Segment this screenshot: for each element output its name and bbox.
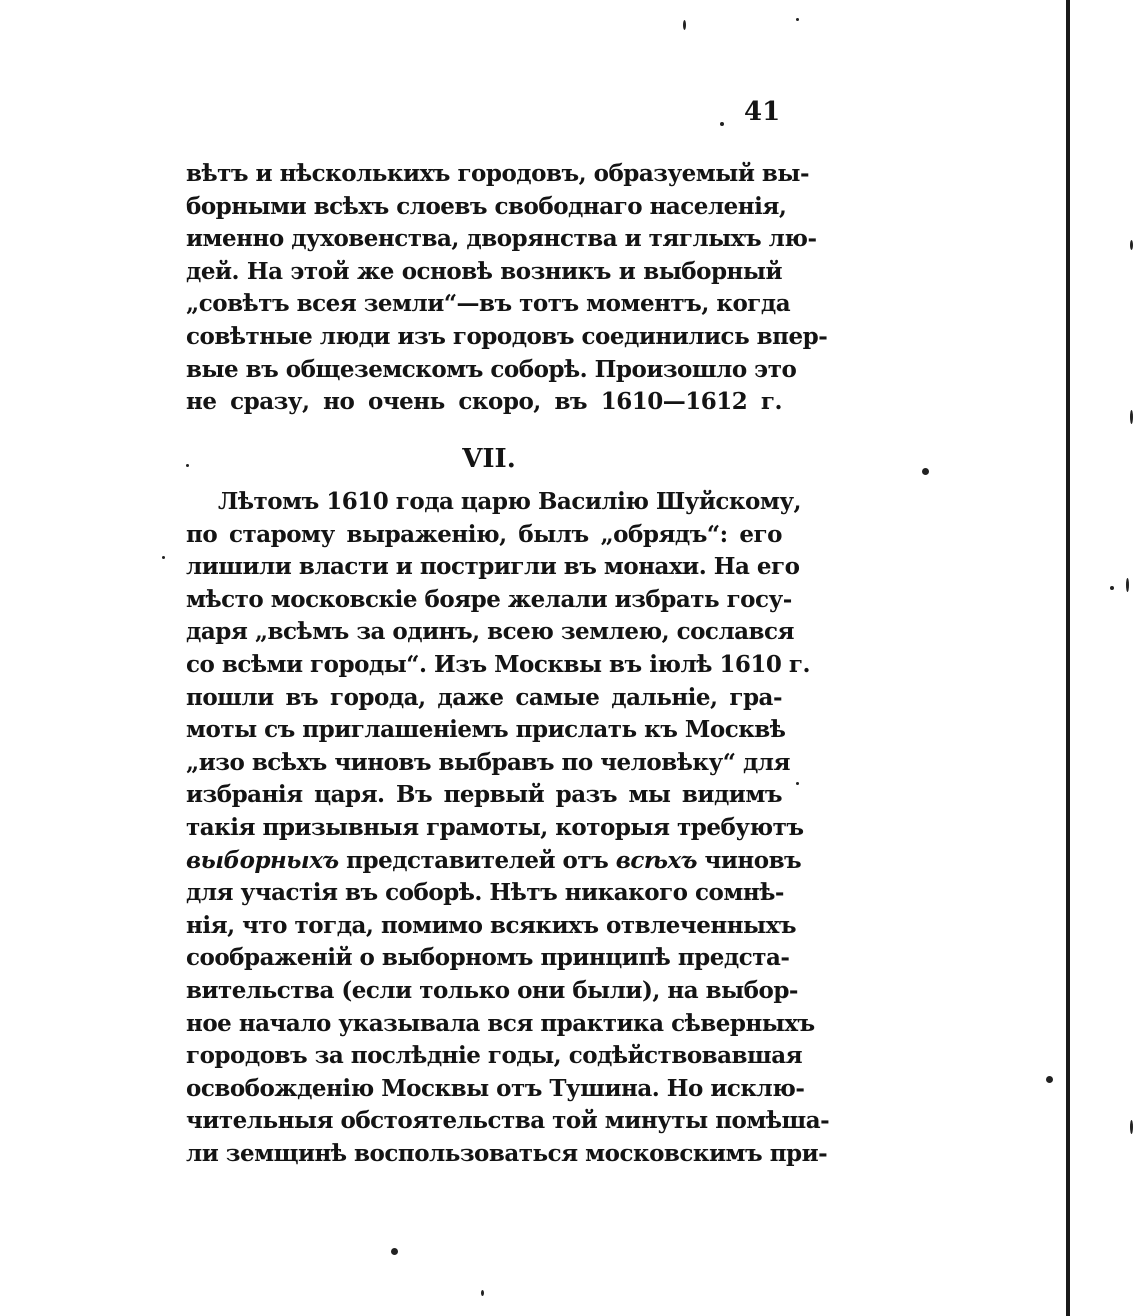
scan-speck: [1046, 1076, 1053, 1083]
text-line: дей. На этой же основѣ возникъ и выборный: [186, 257, 782, 285]
text-line: такія призывныя грамоты, которыя требуютъ: [186, 813, 804, 841]
scan-speck: [1130, 240, 1133, 250]
section-heading: VII.: [462, 444, 516, 474]
text-line: не сразу, но очень скоро, въ 1610—1612 г.: [186, 388, 782, 416]
text-line: для участія въ соборѣ. Нѣтъ никакого сомнѣ-: [186, 879, 784, 907]
text-line: даря „всѣмъ за одинъ, всею землею, сослався: [186, 618, 795, 646]
text-line: пошли въ города, даже самые дальніе, гра-: [186, 683, 782, 711]
text-line: лишили власти и постригли въ монахи. На его: [186, 553, 800, 581]
text-line: борными всѣхъ слоевъ свободнаго населенія,: [186, 192, 787, 220]
text-line: совѣтные люди изъ городовъ соединились впер-: [186, 322, 828, 350]
text-line: по старому выраженію, былъ „обрядъ“: его: [186, 520, 782, 548]
text-line: мѣсто московскіе бояре желали избрать госу-: [186, 585, 792, 613]
text-line: [186, 845, 802, 878]
italic-word: всѣхъ: [615, 846, 697, 874]
scan-speck: [186, 464, 189, 467]
page-number: 41: [744, 97, 781, 127]
text-line: городовъ за послѣдніе годы, содѣйствовавшая: [186, 1042, 803, 1070]
paragraph-section-vii: [186, 486, 830, 1170]
text-line: со всѣми городы“. Изъ Москвы въ іюлѣ 1610 г.: [186, 650, 811, 678]
text-line: нія, что тогда, помимо всякихъ отвлеченныхъ: [186, 911, 796, 939]
text-line: именно духовенства, дворянства и тяглыхъ лю-: [186, 225, 817, 253]
text-fragment: представителей отъ: [338, 846, 616, 874]
text-line: соображеній о выборномъ принципѣ предста-: [186, 944, 790, 972]
scan-speck: [162, 556, 165, 559]
scan-speck: [1130, 410, 1133, 424]
scan-speck: [683, 20, 686, 30]
text-line: „совѣтъ всея земли“—въ тотъ моментъ, когда: [186, 290, 791, 318]
text-line: Лѣтомъ 1610 года царю Василію Шуйскому,: [218, 488, 802, 515]
scan-speck: [1126, 578, 1129, 592]
paragraph-continued: [186, 158, 828, 419]
text-line: ли земщинѣ воспользоваться московскимъ при-: [186, 1139, 828, 1167]
text-line: моты съ приглашеніемъ прислать къ Москвѣ: [186, 716, 786, 744]
text-line: вительства (если только они были), на выбор-: [186, 976, 798, 1004]
text-line: ное начало указывала вся практика сѣверныхъ: [186, 1009, 815, 1037]
scan-speck: [720, 122, 724, 126]
text-line: вѣтъ и нѣсколькихъ городовъ, образуемый вы-: [186, 160, 809, 187]
scan-speck: [1130, 1120, 1133, 1134]
text-line: „изо всѣхъ чиновъ выбравъ по человѣку“ для: [186, 748, 790, 776]
italic-word: выборныхъ: [186, 846, 339, 874]
scan-speck: [796, 18, 799, 21]
scan-speck: [796, 782, 799, 785]
scan-speck: [481, 1290, 484, 1296]
text-line: избранія царя. Въ первый разъ мы видимъ: [186, 781, 782, 809]
scan-speck: [1110, 586, 1114, 590]
scan-speck: [391, 1248, 398, 1255]
text-fragment: чиновъ: [697, 846, 802, 874]
page-edge-line: [1066, 0, 1070, 1316]
scan-speck: [922, 468, 929, 475]
text-line: освобожденію Москвы отъ Тушина. Но исклю-: [186, 1074, 805, 1102]
text-line: вые въ общеземскомъ соборѣ. Произошло это: [186, 355, 797, 383]
text-line: чительныя обстоятельства той минуты помѣша-: [186, 1107, 830, 1135]
